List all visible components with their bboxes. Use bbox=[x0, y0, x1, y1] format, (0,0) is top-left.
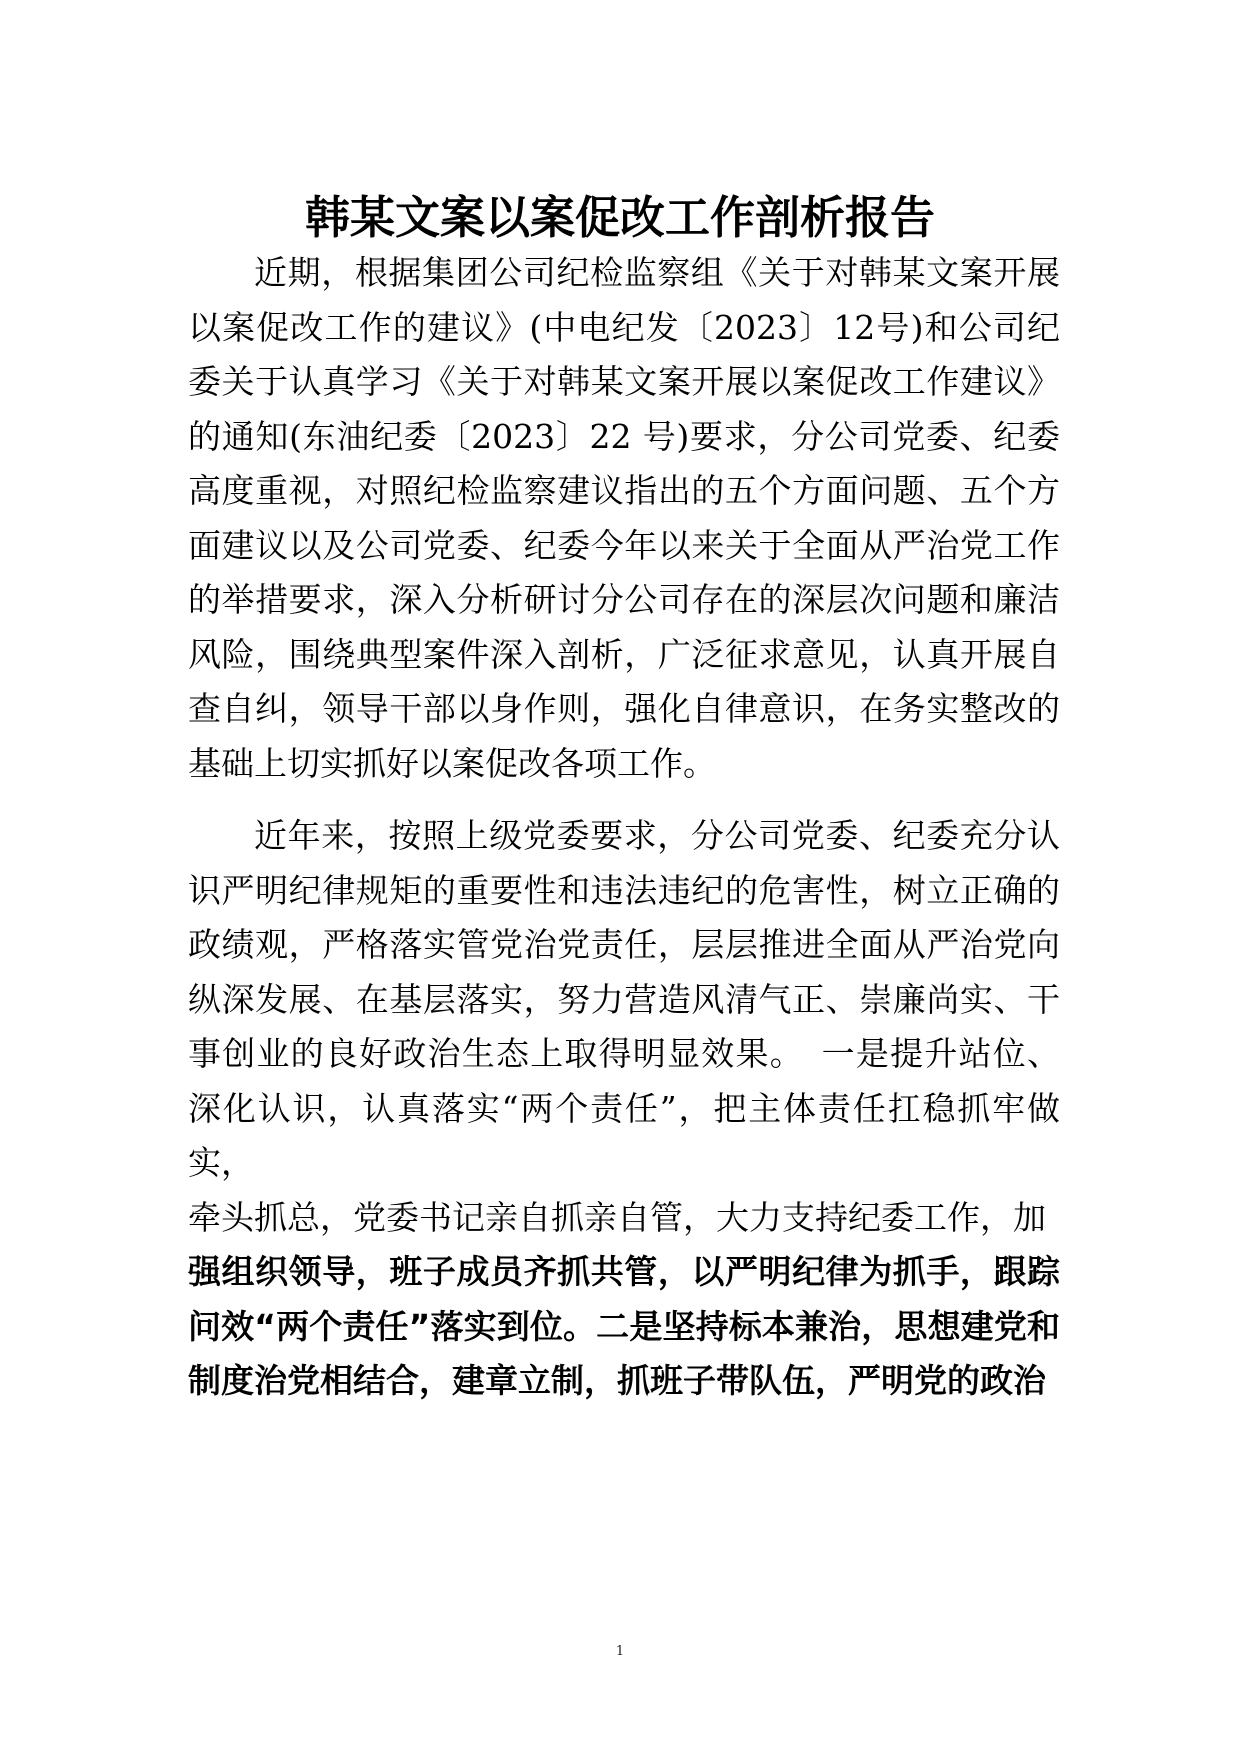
document-title: 韩某文案以案促改工作剖析报告 bbox=[304, 191, 935, 245]
paragraph-2: 近年来，按照上级党委要求，分公司党委、纪委充分认识严明纪律规矩的重要性和违法违纪的危害性，树立正确的政绩观，严格落实管党治党责任，层层推进全面从严治党向纵深发展、在基层落实，努力营造风清气正、崇廉尚实、干事创业的良好政治生态上取得明显效果。 一是提升站位、深化认识，认真落实“两个责任”，把主体责任扛稳抓牢做实， bbox=[188, 816, 1060, 1182]
page-number: 1 bbox=[615, 1644, 625, 1659]
paragraph-4-bold: 强组织领导，班子成员齐抓共管，以严明纪律为抓手，跟踪问效“两个责任”落实到位。二是坚持标本兼治，思想建党和制度治党相结合，建章立制，抓班子带队伍，严明党的政治 bbox=[188, 1252, 1060, 1400]
paragraph-1: 近期，根据集团公司纪检监察组《关于对韩某文案开展以案促改工作的建议》(中电纪发〔2023〕12号)和公司纪委关于认真学习《关于对韩某文案开展以案促改工作建议》的通知(东油纪委〔2023〕22 号)要求，分公司党委、纪委高度重视，对照纪检监察建议指出的五个方面问题、五个方面建议以及公司党委、纪委今年以来关于全面从严治党工作的举措要求，深入分析研讨分公司存在的深层次问题和廉洁风险，围绕典型案件深入剖析，广泛征求意见，认真开展自查自纠，领导干部以身作则，强化自律意识，在务实整改的基础上切实抓好以案促改各项工作。 bbox=[188, 253, 1060, 783]
paragraph-3: 牵头抓总，党委书记亲自抓亲自管，大力支持纪委工作，加 bbox=[188, 1198, 1046, 1237]
